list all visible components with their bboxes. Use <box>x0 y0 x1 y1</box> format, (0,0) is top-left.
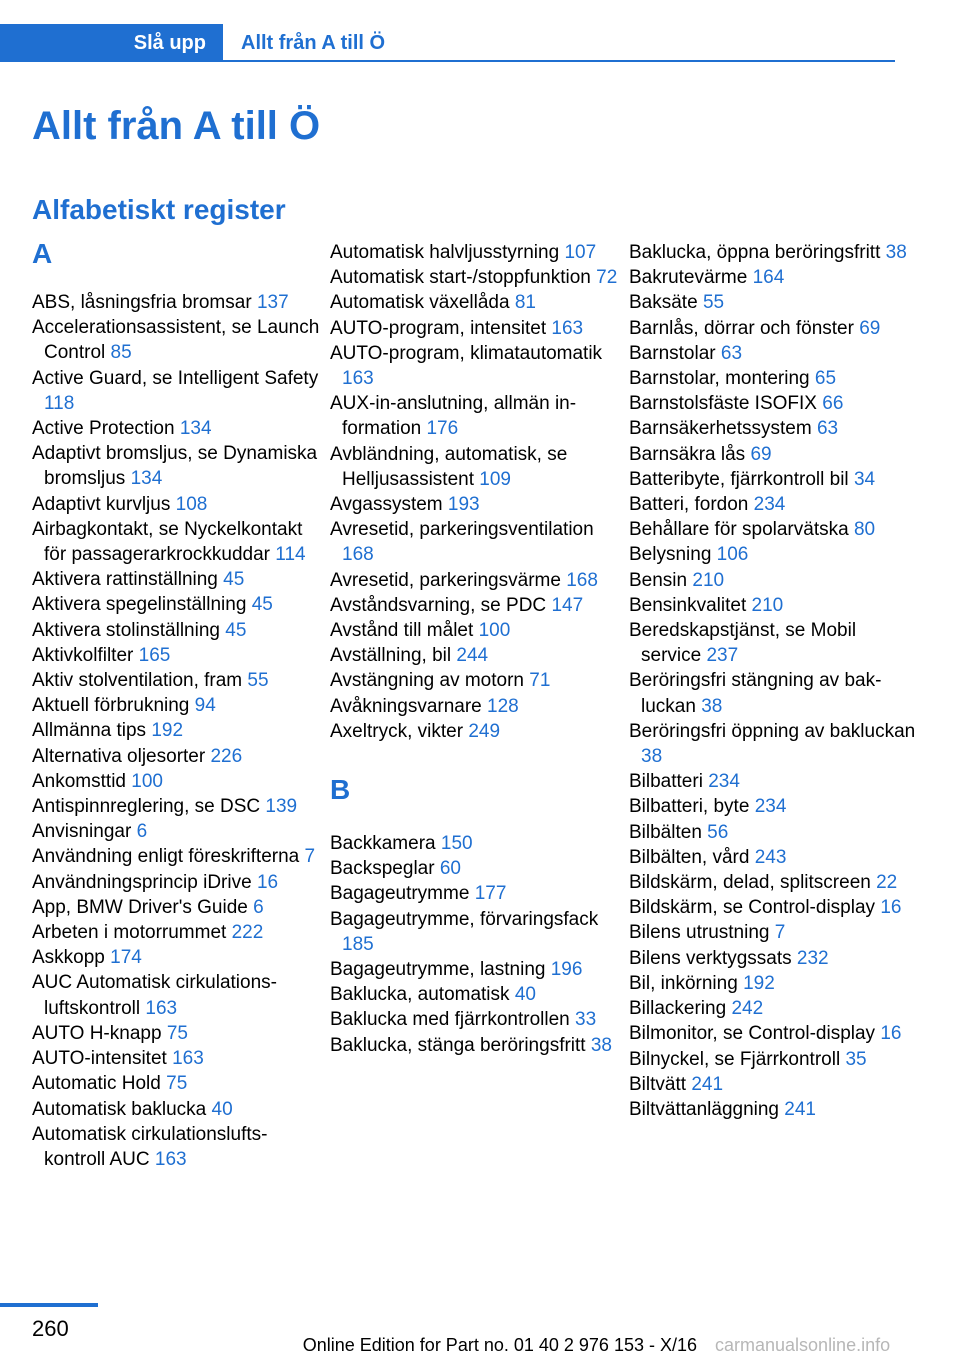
page-reference-link[interactable]: 193 <box>447 494 480 516</box>
index-entry <box>629 240 917 265</box>
index-entry <box>629 845 917 870</box>
index-entry-text: ABS, låsningsfria bromsar <box>32 292 252 313</box>
index-entry-text: Belysning <box>629 544 712 566</box>
index-entry-text: Antispinnreglering, se DSC <box>32 796 261 818</box>
index-entry-text: Automatisk start-/stoppfunktion <box>330 267 591 289</box>
index-entry-text: Behållare för spolarvätska <box>629 519 849 541</box>
index-entry <box>330 856 618 881</box>
index-letter-heading: B <box>330 774 351 806</box>
index-entry-text: Avställning, bil <box>330 645 452 667</box>
index-entry <box>629 794 917 819</box>
index-entry <box>32 592 320 617</box>
index-entry <box>330 391 618 441</box>
page-reference-link[interactable]: 6 <box>136 821 148 843</box>
index-entry-text: Avbländning, automatisk, se Helljusassistent <box>330 443 568 490</box>
index-entry-text: Användning enligt föreskrifterna <box>32 846 300 868</box>
index-entry <box>32 920 320 945</box>
index-entry-text: Batteri, fordon <box>629 494 749 516</box>
index-entry-text: Askkopp <box>32 947 105 969</box>
index-entry-text: Alternativa oljesorter <box>32 745 206 767</box>
index-entry-text: Aktuell förbrukning <box>32 695 190 717</box>
index-column-1 <box>32 240 320 1172</box>
index-entry <box>32 819 320 844</box>
index-entry <box>32 1021 320 1046</box>
index-entry-text: Bildskärm, delad, splitscreen <box>629 872 871 894</box>
page-reference-link[interactable]: 109 <box>479 468 511 490</box>
page-reference-link[interactable]: 56 <box>707 821 729 843</box>
edition-text: Online Edition for Part no. 01 40 2 976 153 - X/16 <box>302 1335 697 1355</box>
index-entry <box>629 1097 917 1122</box>
index-entry <box>32 693 320 718</box>
index-entry-text: Automatisk baklucka <box>32 1098 207 1120</box>
page-reference-link[interactable]: 242 <box>731 998 764 1020</box>
index-entry <box>32 870 320 895</box>
index-entry-text: Baklucka, öppna beröringsfritt <box>629 242 881 263</box>
page-reference-link[interactable]: 65 <box>814 368 837 390</box>
index-entry <box>629 668 917 718</box>
page-reference-link[interactable]: 45 <box>251 594 273 616</box>
page-reference-link[interactable]: 40 <box>211 1098 233 1120</box>
index-entry-text: Barnsäkra lås <box>629 443 746 465</box>
index-entry-text: App, BMW Driver's Guide <box>32 896 248 918</box>
index-entry-text: Active Guard, se Intelligent Safety <box>32 367 319 389</box>
index-entry <box>330 517 618 567</box>
watermark: carmanualsonline.info <box>715 1335 891 1355</box>
index-entry-text: Avstängning av motorn <box>330 670 524 692</box>
page-reference-link[interactable]: 100 <box>478 620 511 642</box>
index-entry-text: Bagageutrymme, lastning <box>330 959 546 981</box>
page-reference-link[interactable]: 134 <box>179 418 212 440</box>
index-entry-text: Bilbälten <box>629 821 702 843</box>
index-entry <box>32 567 320 592</box>
index-entry <box>629 820 917 845</box>
index-entry-text: Beröringsfri stängning av bakluckan <box>629 670 882 717</box>
index-entry-text: Barnstolar <box>629 342 716 364</box>
index-entry-text: Beredskapstjänst, se Mobil service <box>629 620 857 667</box>
page-reference-link[interactable]: 165 <box>138 644 171 666</box>
page-reference-link[interactable]: 196 <box>550 959 583 981</box>
index-entry <box>629 492 917 517</box>
index-entry <box>629 996 917 1021</box>
footer-rule <box>0 1303 98 1307</box>
page-reference-link[interactable]: 168 <box>342 544 374 566</box>
page-reference-link[interactable]: 7 <box>304 846 316 868</box>
page-reference-link[interactable]: 118 <box>44 392 75 414</box>
index-entry <box>32 794 320 819</box>
index-entry-text: Aktivera rattinställning <box>32 569 218 591</box>
index-entry <box>629 1021 917 1046</box>
index-entry-text: Bakrutevärme <box>629 267 748 289</box>
index-entry <box>32 1071 320 1096</box>
index-entry-text: Ankomsttid <box>32 770 126 792</box>
page-reference-link[interactable]: 137 <box>256 292 289 313</box>
header-rule <box>223 60 895 62</box>
page-reference-link[interactable]: 147 <box>551 594 584 616</box>
index-entry <box>330 568 618 593</box>
page-reference-link[interactable]: 241 <box>784 1098 816 1120</box>
page-reference-link[interactable]: 69 <box>750 443 772 465</box>
index-entry <box>629 316 917 341</box>
index-entry-text: Avresetid, parkeringsvärme <box>330 569 561 591</box>
index-entry <box>330 907 618 957</box>
index-entry-text: Bil, inkörning <box>629 972 738 994</box>
index-entry <box>32 1097 320 1122</box>
index-entry-text: Bilmonitor, se Control-display <box>629 1023 876 1045</box>
page-reference-link[interactable]: 16 <box>880 1023 902 1045</box>
index-entry <box>330 957 618 982</box>
page-reference-link[interactable]: 176 <box>426 418 459 440</box>
index-entry <box>629 1072 917 1097</box>
index-entry-text: Bilbatteri, byte <box>629 796 750 818</box>
page-reference-link[interactable]: 243 <box>754 846 787 868</box>
index-entry <box>330 668 618 693</box>
page-reference-link[interactable]: 139 <box>265 796 298 818</box>
index-entry-text: Baklucka, stänga beröringsfritt <box>330 1034 586 1056</box>
page-reference-link[interactable]: 192 <box>743 972 775 994</box>
index-entry-text: Batteribyte, fjärrkontroll bil <box>629 468 849 490</box>
index-entry <box>32 844 320 869</box>
page-reference-link[interactable]: 60 <box>439 858 461 880</box>
index-entry <box>629 1047 917 1072</box>
page-reference-link[interactable]: 134 <box>130 468 163 490</box>
index-entry-text: Bilens utrustning <box>629 922 770 944</box>
index-entry <box>32 643 320 668</box>
index-entry <box>32 492 320 517</box>
section-subtitle: Alfabetiskt register <box>32 194 286 225</box>
index-entry-text: Avåkningsvarnare <box>330 695 482 717</box>
index-entry <box>32 769 320 794</box>
index-entry <box>330 341 618 391</box>
index-entry-text: Bilens verktygssats <box>629 947 792 969</box>
page-reference-link[interactable]: 163 <box>145 997 178 1019</box>
index-entry-text: Axeltryck, vikter <box>330 720 464 742</box>
page-reference-link[interactable]: 163 <box>342 368 374 390</box>
index-entry-text: AUTO-program, klimatautomatik <box>330 342 603 364</box>
index-entry-text: Bensin <box>629 569 688 591</box>
page-reference-link[interactable]: 75 <box>166 1022 188 1044</box>
index-entry <box>629 542 917 567</box>
page-reference-link[interactable]: 16 <box>880 897 902 919</box>
index-entry-text: Bagageutrymme, förvaringsfack <box>330 908 599 930</box>
index-entry <box>629 568 917 593</box>
index-entry <box>629 366 917 391</box>
index-entry-text: Barnlås, dörrar och fönster <box>629 317 854 339</box>
index-entry-text: Adaptivt bromsljus, se Dynamiska bromsljus <box>32 443 318 490</box>
index-entry <box>330 492 618 517</box>
index-entry <box>32 970 320 1020</box>
page-reference-link[interactable]: 168 <box>566 569 598 591</box>
index-entry <box>32 618 320 643</box>
page-reference-link[interactable]: 234 <box>754 796 787 818</box>
index-entry-text: Airbagkontakt, se Nyckelkontakt för passagerarkrockkuddar <box>32 518 303 566</box>
index-entry-text: Backkamera <box>330 833 436 855</box>
page-reference-link[interactable]: 177 <box>474 883 507 905</box>
index-entry <box>330 694 618 719</box>
page-reference-link[interactable]: 45 <box>225 619 247 641</box>
index-entry-text: Avstånd till målet <box>330 620 474 642</box>
index-entry-text: Bilnyckel, se Fjärrkontroll <box>629 1048 841 1070</box>
page-reference-link[interactable]: 94 <box>194 695 216 717</box>
index-entry <box>629 467 917 492</box>
page-reference-link[interactable]: 38 <box>885 242 907 263</box>
page-reference-link[interactable]: 75 <box>166 1073 188 1095</box>
page-reference-link[interactable]: 85 <box>110 342 132 364</box>
page-reference-link[interactable]: 226 <box>210 745 243 767</box>
index-entry-text: Aktiv stolventilation, fram <box>32 670 243 692</box>
index-entry <box>629 341 917 366</box>
page-reference-link[interactable]: 234 <box>753 494 786 516</box>
index-entry <box>32 290 320 315</box>
index-entry <box>629 870 917 895</box>
index-entry <box>32 315 320 365</box>
page-reference-link[interactable]: 80 <box>853 519 876 541</box>
index-entry <box>629 618 917 668</box>
index-entry-text: Allmänna tips <box>32 720 147 742</box>
index-entry <box>32 416 320 441</box>
index-entry-text: AUC Automatisk cirkulationsluftskontroll <box>32 972 277 1019</box>
index-entry-text: Adaptivt kurvljus <box>32 493 171 515</box>
page-reference-link[interactable]: 33 <box>575 1009 597 1031</box>
page-reference-link[interactable]: 63 <box>816 418 839 440</box>
page-reference-link[interactable]: 55 <box>247 670 269 692</box>
page-reference-link[interactable]: 66 <box>822 393 844 415</box>
page-reference-link[interactable]: 106 <box>716 544 749 566</box>
page-reference-link[interactable]: 107 <box>564 242 597 263</box>
index-entry-text: Barnsäkerhetssystem <box>629 418 812 440</box>
page-reference-link[interactable]: 35 <box>845 1048 867 1070</box>
page-reference-link[interactable]: 38 <box>590 1034 612 1056</box>
index-entry <box>32 895 320 920</box>
index-entry-text: Beröringsfri öppning av bakluckan <box>629 720 916 742</box>
index-entry-text: Baklucka med fjärrkontrollen <box>330 1009 570 1031</box>
page-reference-link[interactable]: 72 <box>596 267 618 289</box>
index-entry <box>32 668 320 693</box>
index-column-3 <box>629 240 917 1122</box>
page-reference-link[interactable]: 244 <box>456 645 489 667</box>
index-entry-text: AUTO-program, intensitet <box>330 317 547 339</box>
index-entry-text: AUTO-intensitet <box>32 1048 167 1070</box>
page-reference-link[interactable]: 234 <box>708 771 740 793</box>
index-entry-text: Automatic Hold <box>32 1073 161 1095</box>
index-entry <box>330 643 618 668</box>
index-entry <box>629 391 917 416</box>
page-reference-link[interactable]: 45 <box>223 569 245 591</box>
index-entry-text: Baksäte <box>629 292 698 314</box>
page-reference-link[interactable]: 100 <box>131 770 163 792</box>
index-entry-text: Aktivera stolinställning <box>32 619 220 641</box>
page-reference-link[interactable]: 174 <box>110 947 142 969</box>
index-entry <box>32 718 320 743</box>
page-reference-link[interactable]: 71 <box>529 670 551 692</box>
index-entry <box>629 769 917 794</box>
index-entry <box>32 744 320 769</box>
index-entry <box>629 719 917 769</box>
index-entry <box>629 920 917 945</box>
page-reference-link[interactable]: 40 <box>514 984 536 1006</box>
index-entry-text: Baklucka, automatisk <box>330 984 510 1006</box>
page-reference-link[interactable]: 114 <box>275 544 306 566</box>
index-entry <box>330 1033 618 1058</box>
index-column-2 <box>330 240 618 1058</box>
page-reference-link[interactable]: 7 <box>774 922 786 944</box>
index-entry-text: Avståndsvarning, se PDC <box>330 594 547 616</box>
page-number: 260 <box>32 1316 69 1341</box>
index-entry-text: Bilbatteri <box>629 771 703 793</box>
index-entry-text: Active Protection <box>32 418 175 440</box>
index-entry <box>32 1046 320 1071</box>
index-entry-text: Aktivkolfilter <box>32 644 134 666</box>
index-entry-text: Bensinkvalitet <box>629 594 747 616</box>
page-reference-link[interactable]: 164 <box>752 267 785 289</box>
index-entry <box>32 945 320 970</box>
page-reference-link[interactable]: 249 <box>468 720 501 742</box>
index-entry <box>629 290 917 315</box>
index-entry-text: Bilbälten, vård <box>629 846 750 868</box>
page-reference-link[interactable]: 163 <box>551 317 584 339</box>
index-entry <box>629 442 917 467</box>
page-reference-link[interactable]: 69 <box>859 317 881 339</box>
page-reference-link[interactable]: 81 <box>514 292 536 314</box>
index-letter-heading: A <box>32 238 53 269</box>
index-entry-text: Biltvättanläggning <box>629 1098 779 1120</box>
page-reference-link[interactable]: 128 <box>487 695 519 717</box>
index-entry-text: AUTO H-knapp <box>32 1022 162 1044</box>
page-reference-link[interactable]: 16 <box>256 871 279 893</box>
index-entry <box>629 593 917 618</box>
tab-a-to-z[interactable]: Allt från A till Ö <box>241 31 386 54</box>
index-entry <box>629 946 917 971</box>
index-entry-text: Billackering <box>629 998 727 1020</box>
index-entry-text: Bagageutrymme <box>330 883 470 905</box>
index-entry-text: Anvisningar <box>32 821 132 843</box>
tab-lookup[interactable]: Slå upp <box>0 24 223 62</box>
index-entry <box>330 593 618 618</box>
index-entry <box>330 316 618 341</box>
index-entry <box>32 441 320 491</box>
page-reference-link[interactable]: 38 <box>641 746 663 768</box>
index-entry <box>330 618 618 643</box>
index-entry <box>330 442 618 492</box>
index-entry <box>629 517 917 542</box>
index-entry-text: Avgassystem <box>330 494 443 516</box>
index-entry-text: Barnstolar, montering <box>629 368 810 390</box>
page-reference-link[interactable]: 163 <box>154 1148 187 1170</box>
index-entry <box>629 265 917 290</box>
page-reference-link[interactable]: 237 <box>706 645 739 667</box>
index-entry-text: Automatisk växellåda <box>330 292 510 314</box>
index-entry <box>32 517 320 567</box>
page-reference-link[interactable]: 22 <box>876 872 898 894</box>
index-entry <box>32 366 320 416</box>
header-bar <box>0 24 895 62</box>
index-entry <box>330 290 618 315</box>
index-entry-text: AUX-in-anslutning, allmän information <box>330 393 577 440</box>
index-entry-text: Biltvätt <box>629 1073 687 1095</box>
index-entry <box>330 1007 618 1032</box>
index-entry-text: Avresetid, parkeringsventilation <box>330 519 594 541</box>
index-entry-text: Barnstolsfäste ISOFIX <box>629 393 817 415</box>
page-reference-link[interactable]: 232 <box>796 947 829 969</box>
page-reference-link[interactable]: 108 <box>175 493 208 515</box>
index-entry <box>330 982 618 1007</box>
page-reference-link[interactable]: 192 <box>151 720 184 742</box>
index-entry <box>32 1122 320 1172</box>
index-entry-text: Aktivera spegelinställning <box>32 594 247 616</box>
page-reference-link[interactable]: 34 <box>853 468 876 490</box>
index-entry-text: Accelerationsassistent, se Launch Control <box>32 317 320 364</box>
index-entry <box>330 881 618 906</box>
index-entry <box>629 416 917 441</box>
page-reference-link[interactable]: 55 <box>702 292 725 314</box>
page-reference-link[interactable]: 63 <box>720 342 743 364</box>
index-entry <box>330 240 618 265</box>
page-reference-link[interactable]: 210 <box>692 569 725 591</box>
index-entry-text: Användningsprincip iDrive <box>32 871 252 893</box>
index-entry <box>629 971 917 996</box>
index-entry-text: Backspeglar <box>330 858 435 880</box>
index-entry <box>629 895 917 920</box>
page-reference-link[interactable]: 222 <box>231 922 264 944</box>
page-reference-link[interactable]: 38 <box>701 695 723 717</box>
index-entry <box>330 265 618 290</box>
page-title: Allt från A till Ö <box>32 104 321 148</box>
index-entry <box>330 831 618 856</box>
page-reference-link[interactable]: 6 <box>253 896 264 918</box>
page-reference-link[interactable]: 210 <box>751 594 784 616</box>
page-reference-link[interactable]: 163 <box>172 1048 204 1070</box>
page-reference-link[interactable]: 241 <box>691 1073 724 1095</box>
page-reference-link[interactable]: 150 <box>440 833 473 855</box>
index-entry-text: Automatisk cirkulationsluftskontroll AUC <box>32 1123 268 1170</box>
index-entry-text: Arbeten i motorrummet <box>32 922 227 944</box>
index-entry-text: Automatisk halvljusstyrning <box>330 242 560 263</box>
page-reference-link[interactable]: 185 <box>342 933 374 955</box>
index-entry <box>330 719 618 744</box>
index-entry-text: Bildskärm, se Control-display <box>629 897 876 919</box>
